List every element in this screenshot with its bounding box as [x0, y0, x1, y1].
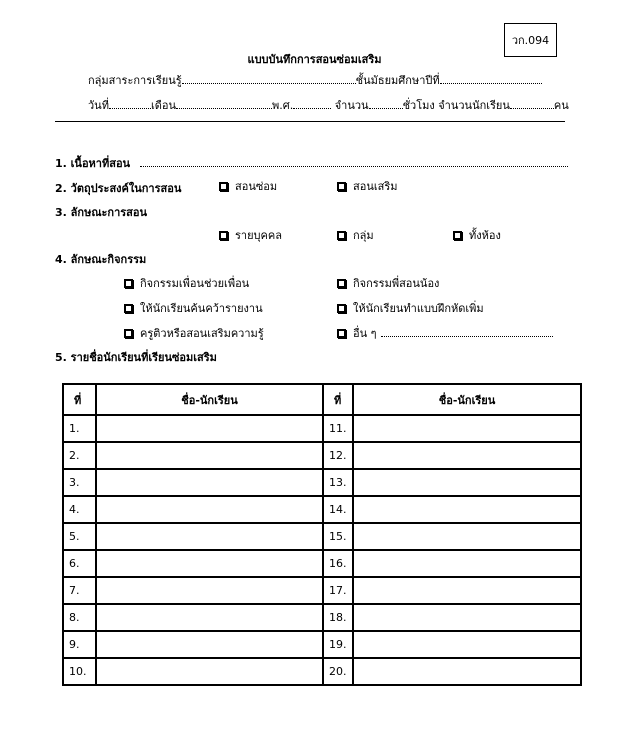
day-field[interactable]	[109, 98, 151, 109]
table-row	[63, 658, 581, 685]
row-number-left: 9.	[63, 631, 96, 658]
month-field[interactable]	[176, 98, 272, 109]
header-line-2	[88, 96, 569, 114]
table-row	[63, 469, 581, 496]
row-number-right: 17.	[323, 577, 353, 604]
student-count-field[interactable]	[510, 98, 554, 109]
student-name-cell-left[interactable]	[96, 631, 323, 658]
row-number-left: 1.	[63, 415, 96, 442]
row-number-right: 16.	[323, 550, 353, 577]
student-name-cell-right[interactable]	[353, 658, 581, 685]
table-header-row	[63, 384, 581, 415]
student-name-cell-left[interactable]	[96, 550, 323, 577]
section-content	[55, 154, 568, 172]
year-label: พ.ศ.	[271, 99, 294, 112]
purpose-option-2[interactable]	[337, 177, 397, 195]
student-name-cell-right[interactable]	[353, 550, 581, 577]
form-code: วก.094	[511, 34, 550, 47]
column-header-no-right: ที่	[323, 384, 353, 415]
checkbox-icon[interactable]	[219, 182, 228, 191]
row-number-left: 7.	[63, 577, 96, 604]
table-row	[63, 523, 581, 550]
table-row	[63, 577, 581, 604]
table-row	[63, 550, 581, 577]
checkbox-icon[interactable]	[337, 279, 346, 288]
roster-body	[63, 415, 581, 685]
row-number-left: 6.	[63, 550, 96, 577]
page-title: แบบบันทึกการสอนซ่อมเสริม	[247, 53, 382, 66]
activity-label: 4. ลักษณะกิจกรรม	[55, 253, 147, 266]
student-name-cell-right[interactable]	[353, 442, 581, 469]
style-option-1-label: รายบุคคล	[235, 229, 282, 242]
activity-option-2-label: กิจกรรมพี่สอนน้อง	[353, 277, 440, 290]
row-number-left: 10.	[63, 658, 96, 685]
checkbox-icon[interactable]	[337, 231, 346, 240]
row-number-right: 13.	[323, 469, 353, 496]
student-name-cell-right[interactable]	[353, 577, 581, 604]
style-option-2[interactable]	[337, 226, 374, 244]
table-row	[63, 604, 581, 631]
content-label: 1. เนื้อหาที่สอน	[55, 157, 131, 170]
row-number-left: 2.	[63, 442, 96, 469]
activity-other-field[interactable]	[381, 326, 553, 337]
activity-option-6-label: อื่น ๆ	[353, 327, 377, 340]
activity-option-1-label: กิจกรรมเพื่อนช่วยเพื่อน	[140, 277, 250, 290]
student-name-cell-left[interactable]	[96, 415, 323, 442]
activity-option-4[interactable]	[337, 299, 484, 317]
activity-option-2[interactable]	[337, 274, 439, 292]
year-field[interactable]	[293, 98, 331, 109]
student-roster-table	[62, 383, 582, 686]
activity-option-1[interactable]	[124, 274, 249, 292]
student-name-cell-right[interactable]	[353, 604, 581, 631]
style-option-1[interactable]	[219, 226, 282, 244]
style-label: 3. ลักษณะการสอน	[55, 206, 148, 219]
column-header-name-right: ชื่อ-นักเรียน	[353, 384, 581, 415]
table-row	[63, 415, 581, 442]
row-number-right: 15.	[323, 523, 353, 550]
activity-option-4-label: ให้นักเรียนทำแบบฝึกหัดเพิ่ม	[353, 302, 484, 315]
row-number-left: 8.	[63, 604, 96, 631]
purpose-label: 2. วัตถุประสงค์ในการสอน	[55, 182, 182, 195]
student-name-cell-left[interactable]	[96, 658, 323, 685]
student-name-cell-left[interactable]	[96, 496, 323, 523]
activity-option-5[interactable]	[124, 324, 264, 342]
table-row	[63, 631, 581, 658]
activity-option-3[interactable]	[124, 299, 263, 317]
checkbox-icon[interactable]	[124, 329, 133, 338]
row-number-right: 18.	[323, 604, 353, 631]
header-line-1	[88, 71, 542, 89]
row-number-right: 14.	[323, 496, 353, 523]
student-name-cell-right[interactable]	[353, 631, 581, 658]
purpose-option-1-label: สอนซ่อม	[235, 180, 278, 193]
student-name-cell-right[interactable]	[353, 496, 581, 523]
day-label: วันที่	[88, 99, 109, 112]
row-number-left: 4.	[63, 496, 96, 523]
row-number-left: 3.	[63, 469, 96, 496]
purpose-option-1[interactable]	[219, 177, 277, 195]
students-label: 5. รายชื่อนักเรียนที่เรียนซ่อมเสริม	[55, 351, 217, 364]
content-field[interactable]	[140, 156, 568, 167]
checkbox-icon[interactable]	[124, 279, 133, 288]
row-number-right: 19.	[323, 631, 353, 658]
activity-option-6[interactable]	[337, 324, 553, 342]
purpose-option-2-label: สอนเสริม	[353, 180, 398, 193]
checkbox-icon[interactable]	[453, 231, 462, 240]
style-option-3-label: ทั้งห้อง	[469, 229, 501, 242]
checkbox-icon[interactable]	[124, 304, 133, 313]
grade-field[interactable]	[440, 73, 542, 84]
column-header-name-left: ชื่อ-นักเรียน	[96, 384, 323, 415]
student-name-cell-left[interactable]	[96, 523, 323, 550]
row-number-right: 20.	[323, 658, 353, 685]
grade-label: ชั้นมัธยมศึกษาปีที่	[355, 74, 440, 87]
table-row	[63, 496, 581, 523]
amount-label: จำนวน	[334, 99, 369, 112]
subject-group-label: กลุ่มสาระการเรียนรู้	[88, 74, 182, 87]
student-name-cell-right[interactable]	[353, 469, 581, 496]
activity-option-5-label: ครูติวหรือสอนเสริมความรู้	[140, 327, 264, 340]
table-row	[63, 442, 581, 469]
activity-option-3-label: ให้นักเรียนค้นคว้ารายงาน	[140, 302, 263, 315]
header-divider	[55, 121, 565, 122]
checkbox-icon[interactable]	[337, 329, 346, 338]
student-name-cell-left[interactable]	[96, 577, 323, 604]
student-name-cell-right[interactable]	[353, 523, 581, 550]
hours-label: ชั่วโมง จำนวนนักเรียน	[402, 99, 510, 112]
checkbox-icon[interactable]	[219, 231, 228, 240]
hours-field[interactable]	[369, 98, 403, 109]
style-option-2-label: กลุ่ม	[353, 229, 374, 242]
column-header-no-left: ที่	[63, 384, 96, 415]
checkbox-icon[interactable]	[337, 304, 346, 313]
checkbox-icon[interactable]	[337, 182, 346, 191]
student-name-cell-left[interactable]	[96, 604, 323, 631]
row-number-left: 5.	[63, 523, 96, 550]
subject-group-field[interactable]	[182, 73, 356, 84]
row-number-right: 12.	[323, 442, 353, 469]
row-number-right: 11.	[323, 415, 353, 442]
style-option-3[interactable]	[453, 226, 501, 244]
person-label: คน	[553, 99, 569, 112]
student-name-cell-left[interactable]	[96, 469, 323, 496]
month-label: เดือน	[150, 99, 176, 112]
student-name-cell-left[interactable]	[96, 442, 323, 469]
student-name-cell-right[interactable]	[353, 415, 581, 442]
